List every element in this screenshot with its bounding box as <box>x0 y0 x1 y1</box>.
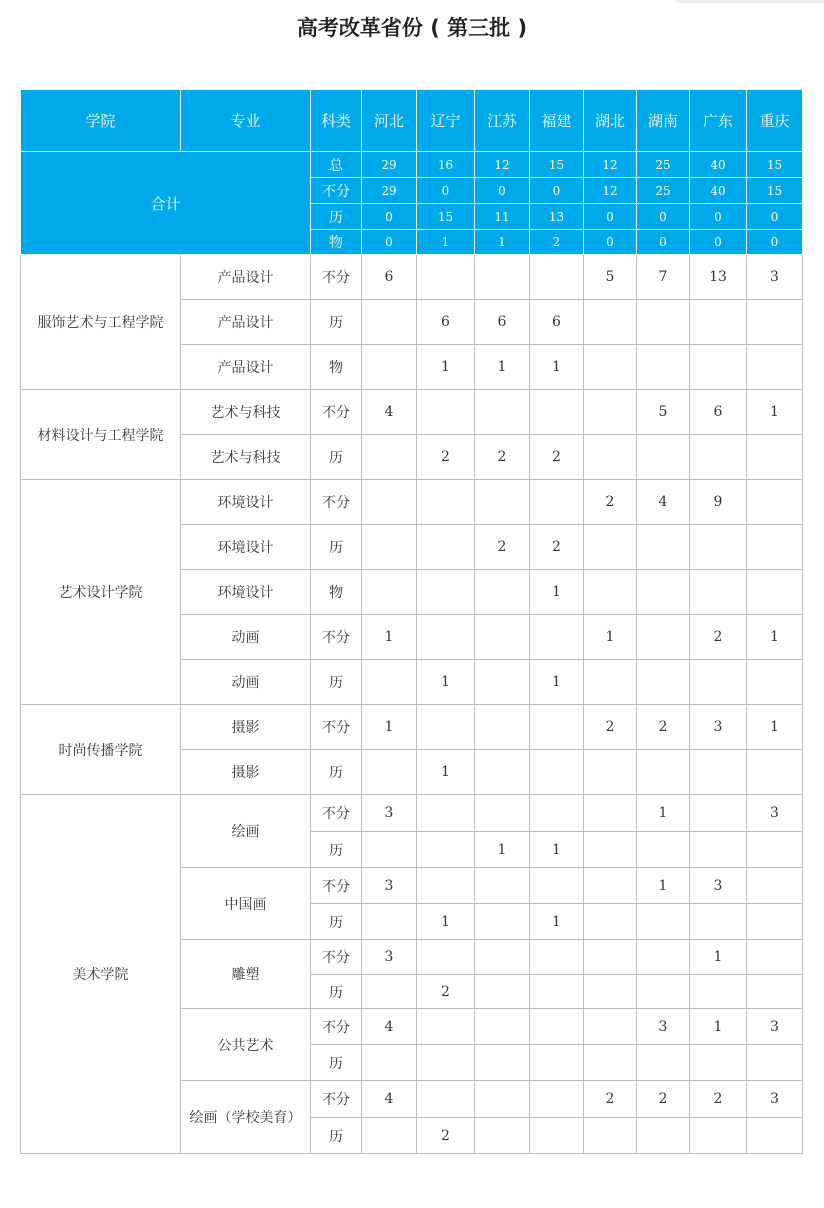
quota-value: 1 <box>747 705 803 750</box>
quota-value <box>362 525 417 570</box>
summary-value: 0 <box>690 204 747 230</box>
quota-value: 2 <box>637 1081 690 1118</box>
quota-value <box>747 868 803 904</box>
quota-value <box>530 795 584 832</box>
quota-value <box>747 525 803 570</box>
category: 历 <box>311 832 362 868</box>
quota-value <box>475 1009 530 1045</box>
summary-value: 40 <box>690 178 747 204</box>
quota-value <box>637 435 690 480</box>
quota-value <box>637 1045 690 1081</box>
major-name: 动画 <box>181 615 311 660</box>
quota-value: 1 <box>475 832 530 868</box>
quota-value <box>417 832 475 868</box>
header-category: 科类 <box>311 90 362 152</box>
category: 不分 <box>311 390 362 435</box>
quota-value <box>530 940 584 975</box>
summary-value: 0 <box>690 230 747 255</box>
quota-value <box>530 705 584 750</box>
quota-value <box>690 832 747 868</box>
quota-value <box>584 975 637 1009</box>
table-row <box>21 90 803 152</box>
college-name: 美术学院 <box>21 795 181 1154</box>
college-name: 艺术设计学院 <box>21 480 181 705</box>
quota-value <box>637 940 690 975</box>
quota-value <box>584 390 637 435</box>
quota-value: 2 <box>637 705 690 750</box>
table-row <box>21 480 803 525</box>
quota-value: 3 <box>362 795 417 832</box>
quota-value: 1 <box>690 1009 747 1045</box>
admission-plan-table <box>20 89 803 1154</box>
quota-value <box>475 570 530 615</box>
major-name: 艺术与科技 <box>181 390 311 435</box>
quota-value: 1 <box>475 345 530 390</box>
quota-value <box>475 480 530 525</box>
summary-value: 0 <box>362 230 417 255</box>
major-name: 艺术与科技 <box>181 435 311 480</box>
summary-value: 0 <box>584 230 637 255</box>
quota-value <box>417 1081 475 1118</box>
quota-value <box>530 615 584 660</box>
quota-value <box>417 390 475 435</box>
quota-value: 3 <box>747 1081 803 1118</box>
quota-value: 3 <box>637 1009 690 1045</box>
quota-value <box>690 435 747 480</box>
summary-value: 15 <box>417 204 475 230</box>
summary-value: 0 <box>584 204 637 230</box>
quota-value <box>747 1118 803 1154</box>
quota-value: 3 <box>747 1009 803 1045</box>
quota-value <box>637 660 690 705</box>
summary-value: 0 <box>747 230 803 255</box>
quota-value <box>637 615 690 660</box>
quota-value: 2 <box>475 435 530 480</box>
category: 历 <box>311 975 362 1009</box>
category: 历 <box>311 435 362 480</box>
quota-value <box>690 1045 747 1081</box>
quota-value <box>362 1045 417 1081</box>
summary-value: 12 <box>584 178 637 204</box>
major-name: 环境设计 <box>181 525 311 570</box>
quota-value: 3 <box>362 940 417 975</box>
quota-value <box>530 255 584 300</box>
header-province: 广东 <box>690 90 747 152</box>
quota-value <box>747 750 803 795</box>
quota-value: 4 <box>362 390 417 435</box>
quota-value: 9 <box>690 480 747 525</box>
category: 历 <box>311 660 362 705</box>
table-row <box>21 705 803 750</box>
quota-value <box>475 975 530 1009</box>
quota-value: 5 <box>637 390 690 435</box>
major-name: 绘画 <box>181 795 311 868</box>
table-row <box>21 795 803 832</box>
quota-value <box>362 750 417 795</box>
quota-value: 1 <box>747 390 803 435</box>
quota-value <box>530 480 584 525</box>
category: 不分 <box>311 940 362 975</box>
category: 历 <box>311 750 362 795</box>
summary-value: 15 <box>530 152 584 178</box>
quota-value <box>475 795 530 832</box>
quota-value <box>747 570 803 615</box>
quota-value <box>475 1081 530 1118</box>
quota-value <box>530 390 584 435</box>
quota-value <box>362 660 417 705</box>
quota-value <box>417 705 475 750</box>
major-name: 产品设计 <box>181 345 311 390</box>
summary-value: 25 <box>637 178 690 204</box>
quota-value <box>417 1009 475 1045</box>
quota-value: 6 <box>475 300 530 345</box>
quota-value: 1 <box>637 868 690 904</box>
quota-value <box>690 975 747 1009</box>
summary-value: 15 <box>747 178 803 204</box>
quota-value <box>690 525 747 570</box>
summary-value: 0 <box>637 204 690 230</box>
quota-value <box>747 480 803 525</box>
quota-value <box>747 975 803 1009</box>
quota-value <box>637 975 690 1009</box>
header-college: 学院 <box>21 90 181 152</box>
summary-value: 12 <box>584 152 637 178</box>
quota-value: 2 <box>530 525 584 570</box>
quota-value: 2 <box>417 975 475 1009</box>
quota-value <box>362 300 417 345</box>
quota-value: 2 <box>584 480 637 525</box>
quota-value <box>475 615 530 660</box>
quota-value: 6 <box>530 300 584 345</box>
category: 历 <box>311 1045 362 1081</box>
quota-value: 1 <box>362 615 417 660</box>
major-name: 产品设计 <box>181 300 311 345</box>
quota-value <box>362 832 417 868</box>
quota-value <box>690 570 747 615</box>
quota-value <box>690 660 747 705</box>
header-province: 辽宁 <box>417 90 475 152</box>
quota-value <box>747 1045 803 1081</box>
major-name: 中国画 <box>181 868 311 940</box>
quota-value <box>475 868 530 904</box>
quota-value: 4 <box>637 480 690 525</box>
quota-value <box>747 940 803 975</box>
category: 历 <box>311 904 362 940</box>
summary-value: 1 <box>475 230 530 255</box>
quota-value <box>584 750 637 795</box>
summary-value: 16 <box>417 152 475 178</box>
summary-value: 40 <box>690 152 747 178</box>
quota-value <box>584 795 637 832</box>
quota-value <box>475 904 530 940</box>
quota-value: 1 <box>362 705 417 750</box>
quota-value: 2 <box>530 435 584 480</box>
quota-value <box>417 940 475 975</box>
quota-value <box>362 1118 417 1154</box>
quota-value <box>417 480 475 525</box>
quota-value: 3 <box>747 255 803 300</box>
quota-value <box>747 904 803 940</box>
summary-value: 13 <box>530 204 584 230</box>
category: 不分 <box>311 1009 362 1045</box>
quota-value <box>475 705 530 750</box>
quota-value <box>362 975 417 1009</box>
category: 历 <box>311 1118 362 1154</box>
category: 不分 <box>311 480 362 525</box>
quota-value <box>637 1118 690 1154</box>
summary-value: 0 <box>362 204 417 230</box>
college-name: 时尚传播学院 <box>21 705 181 795</box>
major-name: 摄影 <box>181 750 311 795</box>
quota-value: 2 <box>690 1081 747 1118</box>
header-province: 重庆 <box>747 90 803 152</box>
quota-value <box>417 525 475 570</box>
quota-value: 1 <box>530 570 584 615</box>
quota-value: 1 <box>530 904 584 940</box>
page-title: 高考改革省份 ( 第三批 ) <box>296 16 528 40</box>
header-province: 湖南 <box>637 90 690 152</box>
summary-value: 2 <box>530 230 584 255</box>
category: 不分 <box>311 795 362 832</box>
quota-value <box>362 345 417 390</box>
major-name: 绘画（学校美育） <box>181 1081 311 1154</box>
quota-value <box>637 750 690 795</box>
college-name: 服饰艺术与工程学院 <box>21 255 181 390</box>
summary-value: 15 <box>747 152 803 178</box>
top-scroll-indicator <box>676 0 824 3</box>
summary-value: 12 <box>475 152 530 178</box>
quota-value <box>584 435 637 480</box>
quota-value: 1 <box>747 615 803 660</box>
summary-value: 0 <box>747 204 803 230</box>
quota-value <box>417 615 475 660</box>
header-major: 专业 <box>181 90 311 152</box>
category: 历 <box>311 300 362 345</box>
summary-value: 0 <box>475 178 530 204</box>
quota-value <box>584 570 637 615</box>
table-row <box>21 255 803 300</box>
quota-value <box>530 975 584 1009</box>
quota-value <box>584 904 637 940</box>
quota-value <box>690 300 747 345</box>
quota-value <box>417 255 475 300</box>
quota-value <box>584 660 637 705</box>
summary-value: 25 <box>637 152 690 178</box>
quota-value: 1 <box>690 940 747 975</box>
quota-value <box>417 1045 475 1081</box>
summary-value: 1 <box>417 230 475 255</box>
quota-value <box>747 345 803 390</box>
table-row <box>21 152 803 178</box>
major-name: 公共艺术 <box>181 1009 311 1081</box>
quota-value <box>637 345 690 390</box>
quota-value <box>584 940 637 975</box>
major-name: 雕塑 <box>181 940 311 1009</box>
table-row <box>21 390 803 435</box>
category: 不分 <box>311 868 362 904</box>
quota-value <box>584 345 637 390</box>
quota-value <box>584 1118 637 1154</box>
summary-total-label: 合计 <box>21 152 311 255</box>
quota-value: 1 <box>417 750 475 795</box>
quota-value <box>475 390 530 435</box>
quota-value <box>690 345 747 390</box>
major-name: 动画 <box>181 660 311 705</box>
quota-value <box>475 255 530 300</box>
quota-value <box>690 1118 747 1154</box>
quota-value: 1 <box>417 660 475 705</box>
quota-value: 1 <box>530 832 584 868</box>
summary-type: 历 <box>311 204 362 230</box>
quota-value: 3 <box>690 705 747 750</box>
category: 历 <box>311 525 362 570</box>
quota-value <box>530 1081 584 1118</box>
quota-value <box>747 832 803 868</box>
quota-value <box>362 904 417 940</box>
quota-value <box>584 868 637 904</box>
major-name: 摄影 <box>181 705 311 750</box>
quota-value <box>637 570 690 615</box>
summary-value: 0 <box>637 230 690 255</box>
quota-value <box>475 940 530 975</box>
quota-value: 7 <box>637 255 690 300</box>
summary-value: 0 <box>530 178 584 204</box>
quota-value <box>475 1045 530 1081</box>
header-province: 福建 <box>530 90 584 152</box>
header-province: 河北 <box>362 90 417 152</box>
header-province: 江苏 <box>475 90 530 152</box>
quota-value <box>530 868 584 904</box>
quota-value: 4 <box>362 1009 417 1045</box>
quota-value: 1 <box>530 345 584 390</box>
quota-value: 6 <box>417 300 475 345</box>
quota-value <box>417 868 475 904</box>
quota-value <box>747 435 803 480</box>
quota-value <box>417 570 475 615</box>
quota-value: 13 <box>690 255 747 300</box>
summary-value: 0 <box>417 178 475 204</box>
category: 不分 <box>311 1081 362 1118</box>
college-name: 材料设计与工程学院 <box>21 390 181 480</box>
header-province: 湖北 <box>584 90 637 152</box>
quota-value <box>584 1009 637 1045</box>
quota-value <box>584 525 637 570</box>
quota-value <box>637 832 690 868</box>
quota-value <box>584 1045 637 1081</box>
quota-value: 1 <box>584 615 637 660</box>
quota-value <box>475 1118 530 1154</box>
summary-type: 总 <box>311 152 362 178</box>
category: 物 <box>311 570 362 615</box>
quota-value: 2 <box>417 1118 475 1154</box>
summary-type: 物 <box>311 230 362 255</box>
quota-value: 1 <box>530 660 584 705</box>
quota-value: 2 <box>584 705 637 750</box>
quota-value: 2 <box>417 435 475 480</box>
quota-value <box>690 750 747 795</box>
quota-value <box>637 904 690 940</box>
quota-value: 6 <box>362 255 417 300</box>
quota-value <box>530 1009 584 1045</box>
major-name: 产品设计 <box>181 255 311 300</box>
summary-value: 29 <box>362 178 417 204</box>
quota-value: 4 <box>362 1081 417 1118</box>
quota-value <box>362 570 417 615</box>
quota-value <box>637 300 690 345</box>
quota-value <box>747 660 803 705</box>
summary-type: 不分 <box>311 178 362 204</box>
quota-value: 3 <box>747 795 803 832</box>
major-name: 环境设计 <box>181 570 311 615</box>
quota-value <box>584 832 637 868</box>
quota-value <box>362 480 417 525</box>
quota-value: 3 <box>690 868 747 904</box>
quota-value <box>530 1045 584 1081</box>
quota-value <box>530 750 584 795</box>
quota-value <box>584 300 637 345</box>
quota-value <box>475 660 530 705</box>
quota-value <box>690 795 747 832</box>
quota-value <box>637 525 690 570</box>
quota-value: 2 <box>475 525 530 570</box>
summary-value: 11 <box>475 204 530 230</box>
quota-value: 1 <box>417 904 475 940</box>
category: 物 <box>311 345 362 390</box>
quota-value <box>747 300 803 345</box>
quota-value: 2 <box>690 615 747 660</box>
category: 不分 <box>311 255 362 300</box>
quota-value: 6 <box>690 390 747 435</box>
quota-value: 5 <box>584 255 637 300</box>
quota-value <box>475 750 530 795</box>
quota-value: 2 <box>584 1081 637 1118</box>
quota-value: 1 <box>417 345 475 390</box>
quota-value <box>417 795 475 832</box>
quota-value: 3 <box>362 868 417 904</box>
major-name: 环境设计 <box>181 480 311 525</box>
category: 不分 <box>311 615 362 660</box>
quota-value <box>690 904 747 940</box>
category: 不分 <box>311 705 362 750</box>
quota-value <box>530 1118 584 1154</box>
quota-value: 1 <box>637 795 690 832</box>
summary-value: 29 <box>362 152 417 178</box>
quota-value <box>362 435 417 480</box>
